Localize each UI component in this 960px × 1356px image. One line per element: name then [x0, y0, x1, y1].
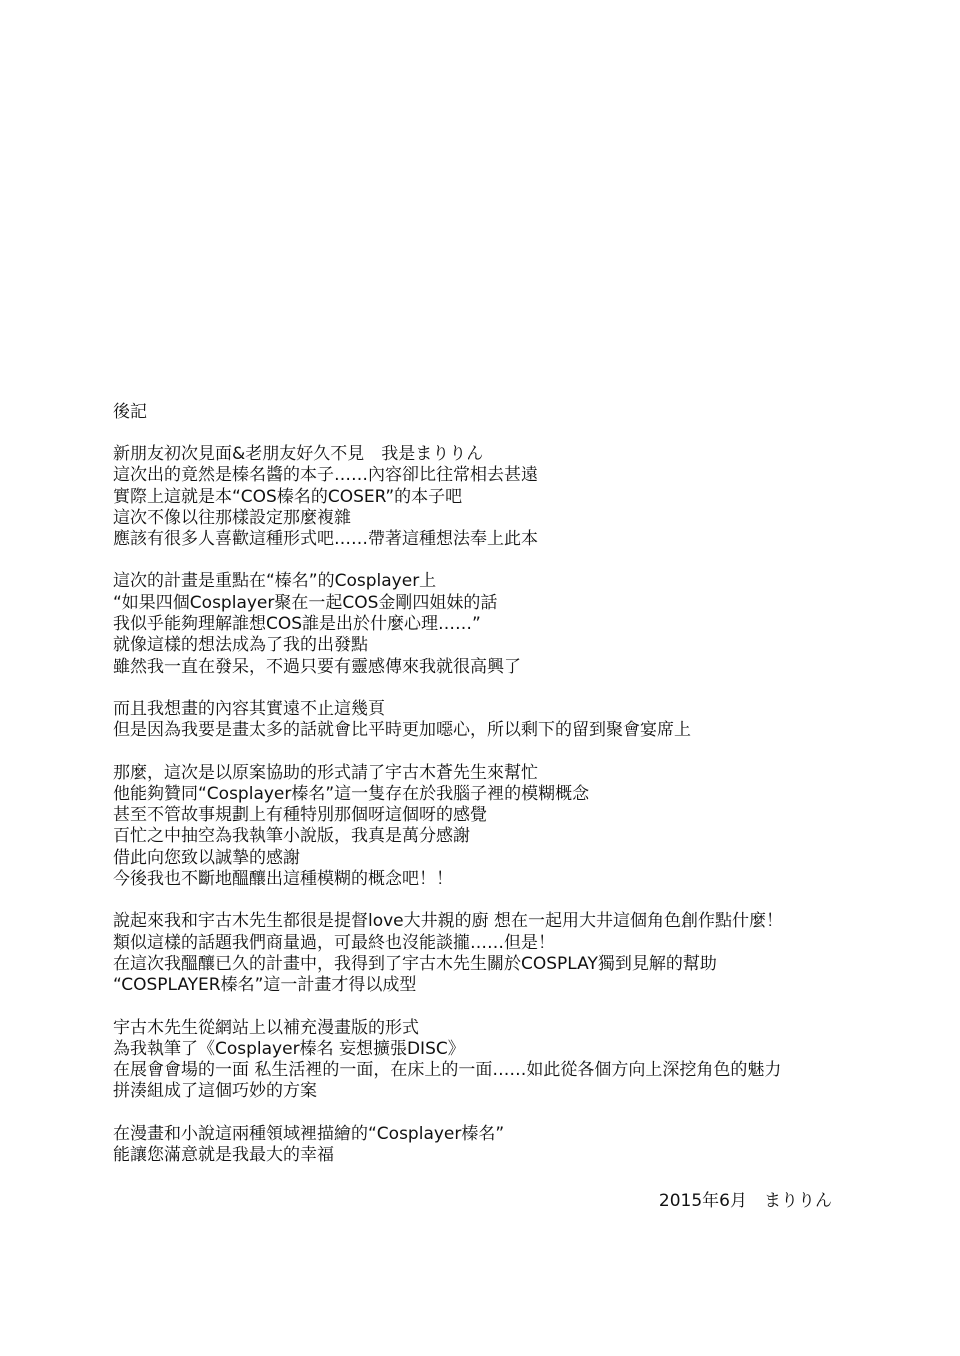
- text-line: 百忙之中抽空為我執筆小說版，我真是萬分感謝: [113, 826, 470, 847]
- text-line: 類似這樣的話題我們商量過，可最終也沒能談攏……但是！: [113, 932, 555, 953]
- text-line: 這次的計畫是重點在“榛名”的Cosplayer上: [113, 571, 437, 592]
- text-line: 在這次我醞釀已久的計畫中，我得到了宇古木先生關於COSPLAY獨到見解的幫助: [113, 953, 717, 974]
- paragraph-novel: [113, 1018, 853, 1103]
- text-line: 這次出的竟然是榛名醬的本子……內容卻比往常相去甚遠: [113, 465, 538, 486]
- paragraph-greeting: [113, 444, 853, 550]
- text-line: 就像這樣的想法成為了我的出發點: [113, 635, 368, 656]
- text-line: 今後我也不斷地醞釀出這種模糊的概念吧！！: [113, 869, 453, 890]
- paragraph-plan: [113, 571, 853, 677]
- text-line: 雖然我一直在發呆，不過只要有靈感傳來我就很高興了: [113, 656, 521, 677]
- text-line: 在展會會場的一面 私生活裡的一面，在床上的一面……如此從各個方向上深挖角色的魅力: [113, 1060, 782, 1081]
- paragraph-content: [113, 699, 853, 742]
- text-line: “COSPLAYER榛名”這一計畫才得以成型: [113, 975, 417, 996]
- text-line: 這次不像以往那樣設定那麼複雜: [113, 507, 351, 528]
- text-line: 我似乎能夠理解誰想COS誰是出於什麼心理……”: [113, 614, 481, 635]
- text-line: 說起來我和宇古木先生都很是提督love大井親的廚 想在一起用大井這個角色創作點什麼！: [113, 911, 784, 932]
- paragraph-collaboration: [113, 763, 853, 891]
- text-line: 為我執筆了《Cosplayer榛名 妄想擴張DISC》: [113, 1038, 465, 1059]
- text-line: 那麼，這次是以原案協助的形式請了宇古木蒼先生來幫忙: [113, 762, 538, 783]
- text-line: 他能夠贊同“Cosplayer榛名”這一隻存在於我腦子裡的模糊概念: [113, 783, 590, 804]
- text-line: 甚至不管故事規劃上有種特別那個呀這個呀的感覺: [113, 805, 487, 826]
- text-line: 而且我想畫的內容其實遠不止這幾頁: [113, 698, 385, 719]
- text-line: 應該有很多人喜歡這種形式吧……帶著這種想法奉上此本: [113, 529, 538, 550]
- paragraph-closing: [113, 1124, 853, 1167]
- text-line: “如果四個Cosplayer聚在一起COS金剛四姐妹的話: [113, 592, 498, 613]
- text-line: 宇古木先生從網站上以補充漫畫版的形式: [113, 1017, 419, 1038]
- text-line: 但是因為我要是畫太多的話就會比平時更加噁心，所以剩下的留到聚會宴席上: [113, 720, 691, 741]
- paragraph-discussion: [113, 911, 853, 996]
- text-line: 在漫畫和小說這兩種領域裡描繪的“Cosplayer榛名”: [113, 1123, 505, 1144]
- text-line: 借此向您致以誠摯的感謝: [113, 847, 300, 868]
- text-line: 能讓您滿意就是我最大的幸福: [113, 1145, 334, 1166]
- text-line: 新朋友初次見面&老朋友好久不見 我是まりりん: [113, 444, 484, 464]
- signature-date-author: 2015年6月 まりりん: [658, 1191, 832, 1211]
- text-line: 實際上這就是本“COS榛名的COSER”的本子吧: [113, 486, 463, 507]
- page-title: 後記: [113, 402, 147, 422]
- text-line: 拼湊組成了這個巧妙的方案: [113, 1081, 317, 1102]
- afterword-text-block: [113, 402, 853, 1187]
